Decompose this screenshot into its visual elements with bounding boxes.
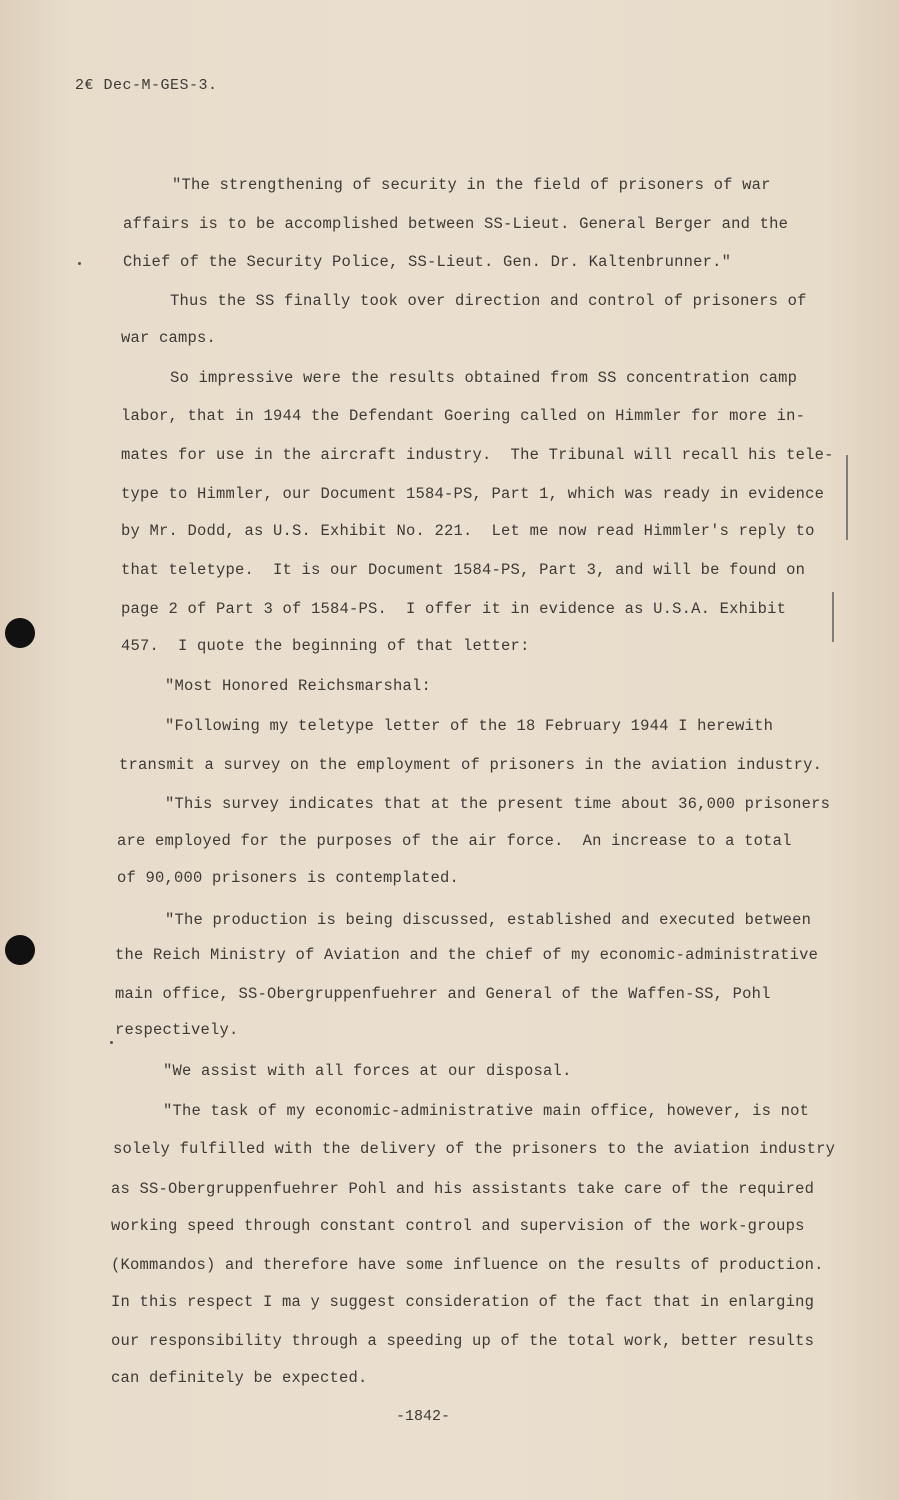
punch-hole-icon bbox=[5, 935, 35, 965]
text-line: 457. I quote the beginning of that letter: bbox=[121, 637, 530, 655]
text-line: "We assist with all forces at our disposal. bbox=[163, 1062, 572, 1080]
text-line: mates for use in the aircraft industry. The Tribunal will recall his tele- bbox=[121, 446, 834, 464]
margin-dot bbox=[78, 262, 81, 265]
text-line: type to Himmler, our Document 1584-PS, Part 1, which was ready in evidence bbox=[121, 485, 825, 503]
text-line: as SS-Obergruppenfuehrer Pohl and his assistants take care of the required bbox=[111, 1180, 815, 1198]
punch-hole-icon bbox=[5, 618, 35, 648]
text-line: transmit a survey on the employment of prisoners in the aviation industry. bbox=[119, 756, 823, 774]
text-line: our responsibility through a speeding up of the total work, better results bbox=[111, 1332, 815, 1350]
text-line: "This survey indicates that at the present time about 36,000 prisoners bbox=[165, 795, 831, 813]
text-line: that teletype. It is our Document 1584-PS, Part 3, and will be found on bbox=[121, 561, 806, 579]
text-line: In this respect I ma y suggest consideration of the fact that in enlarging bbox=[111, 1293, 815, 1311]
text-line: Chief of the Security Police, SS-Lieut. Gen. Dr. Kaltenbrunner." bbox=[123, 253, 732, 271]
text-line: (Kommandos) and therefore have some influence on the results of production. bbox=[111, 1256, 824, 1274]
text-line: Thus the SS finally took over direction and control of prisoners of bbox=[170, 292, 807, 310]
text-line: of 90,000 prisoners is contemplated. bbox=[117, 869, 460, 887]
text-line: page 2 of Part 3 of 1584-PS. I offer it in evidence as U.S.A. Exhibit bbox=[121, 600, 787, 618]
text-line: working speed through constant control and supervision of the work-groups bbox=[111, 1217, 805, 1235]
text-line: "The production is being discussed, established and executed between bbox=[165, 911, 812, 929]
text-line: "Most Honored Reichsmarshal: bbox=[165, 677, 432, 695]
margin-mark bbox=[832, 592, 834, 642]
document-header: 2€ Dec-M-GES-3. bbox=[75, 77, 218, 94]
text-line: respectively. bbox=[115, 1021, 239, 1039]
text-line: are employed for the purposes of the air force. An increase to a total bbox=[117, 832, 792, 850]
text-line: can definitely be expected. bbox=[111, 1369, 368, 1387]
text-line: main office, SS-Obergruppenfuehrer and General of the Waffen-SS, Pohl bbox=[115, 985, 771, 1003]
text-line: solely fulfilled with the delivery of the prisoners to the aviation industry bbox=[113, 1140, 836, 1158]
text-line: labor, that in 1944 the Defendant Goering called on Himmler for more in- bbox=[121, 407, 806, 425]
margin-mark bbox=[846, 455, 848, 540]
margin-dot bbox=[110, 1041, 113, 1044]
text-line: war camps. bbox=[121, 329, 217, 347]
text-line: So impressive were the results obtained from SS concentration camp bbox=[170, 369, 798, 387]
page-number: -1842- bbox=[396, 1408, 451, 1425]
text-line: "The task of my economic-administrative main office, however, is not bbox=[163, 1102, 810, 1120]
text-line: by Mr. Dodd, as U.S. Exhibit No. 221. Let me now read Himmler's reply to bbox=[121, 522, 815, 540]
text-line: the Reich Ministry of Aviation and the chief of my economic-administrative bbox=[115, 946, 819, 964]
text-line: affairs is to be accomplished between SS-Lieut. General Berger and the bbox=[123, 215, 789, 233]
text-line: "The strengthening of security in the field of prisoners of war bbox=[172, 176, 771, 194]
text-line: "Following my teletype letter of the 18 February 1944 I herewith bbox=[165, 717, 774, 735]
